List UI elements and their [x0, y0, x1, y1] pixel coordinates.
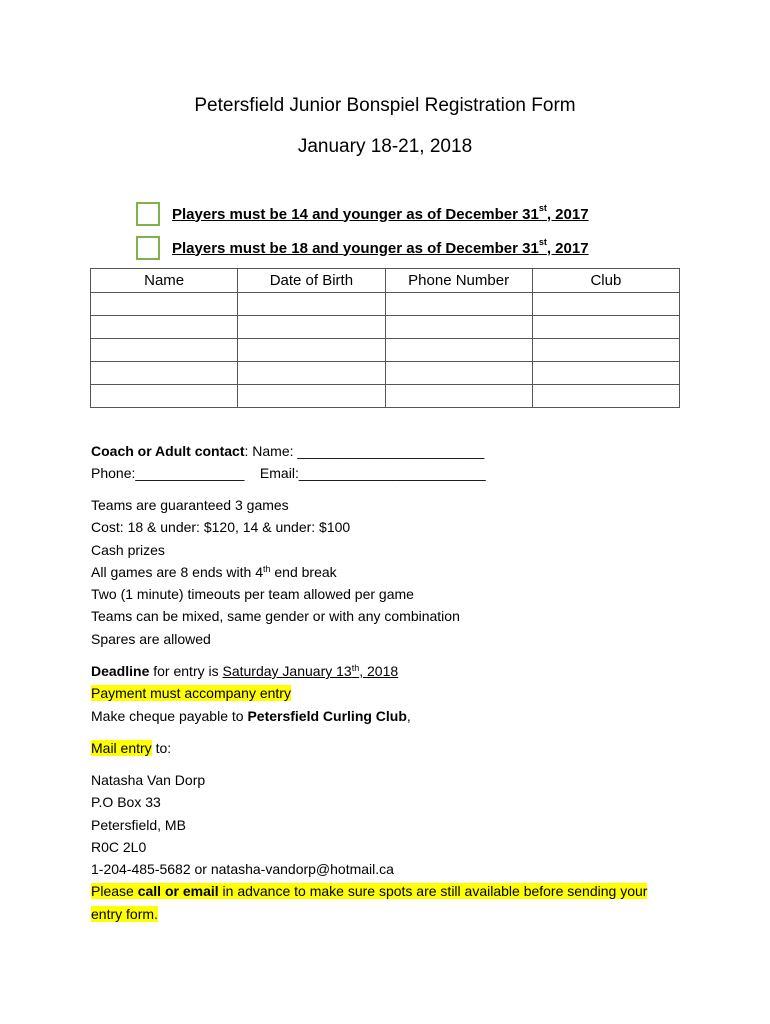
contact-phone-email-line[interactable]: Phone:______________ Email:________________________: [91, 465, 486, 482]
table-cell[interactable]: [385, 362, 532, 385]
table-cell[interactable]: [532, 316, 679, 339]
table-cell[interactable]: [385, 293, 532, 316]
header-club: Club: [532, 269, 679, 293]
deadline-section: [91, 660, 411, 727]
details-section: [91, 494, 460, 650]
payment-line: Payment must accompany entry: [91, 685, 291, 702]
table-cell[interactable]: [532, 339, 679, 362]
table-header-row: [91, 269, 680, 293]
table-cell[interactable]: [385, 316, 532, 339]
table-cell[interactable]: [238, 385, 385, 408]
eligibility-label-14: Players must be 14 and younger as of December 31st, 2017: [172, 202, 589, 223]
detail-item: Spares are allowed: [91, 630, 211, 647]
address-line: R0C 2L0: [91, 838, 147, 855]
table-cell[interactable]: [91, 362, 238, 385]
player-table: [90, 268, 680, 408]
table-cell[interactable]: [238, 362, 385, 385]
table-cell[interactable]: [238, 293, 385, 316]
header-date-of-birth: Date of Birth: [238, 269, 385, 293]
form-title: Petersfield Junior Bonspiel Registration Form: [194, 95, 576, 116]
header-name: Name: [91, 269, 238, 293]
table-cell[interactable]: [532, 362, 679, 385]
advance-note-cont: entry form.: [91, 905, 158, 922]
table-cell[interactable]: [385, 385, 532, 408]
table-row: [91, 362, 680, 385]
detail-item: Teams are guaranteed 3 games: [91, 497, 289, 513]
deadline-line: Deadline for entry is Saturday January 13th, 2018: [91, 663, 399, 679]
eligibility-label-18: Players must be 18 and younger as of December 31st, 2017: [172, 236, 589, 257]
contact-name-line[interactable]: Coach or Adult contact: Name: ________________________: [91, 443, 485, 459]
table-cell[interactable]: [532, 385, 679, 408]
detail-item: All games are 8 ends with 4th end break: [91, 563, 337, 580]
table-cell[interactable]: [238, 316, 385, 339]
address-line: Petersfield, MB: [91, 816, 186, 833]
contact-section: [91, 440, 486, 485]
table-row: [91, 316, 680, 339]
checkbox-14-under[interactable]: [136, 202, 160, 226]
table-cell[interactable]: [91, 316, 238, 339]
mail-section: [91, 737, 171, 759]
detail-item: Teams can be mixed, same gender or with any combination: [91, 608, 460, 625]
table-cell[interactable]: [532, 293, 679, 316]
address-line: Natasha Van Dorp: [91, 772, 206, 788]
advance-note: Please call or email in advance to make sure spots are still available before sending your: [91, 883, 648, 900]
table-row: [91, 339, 680, 362]
table-cell[interactable]: [91, 385, 238, 408]
table-row: [91, 385, 680, 408]
event-dates: January 18-21, 2018: [297, 136, 473, 157]
detail-item: Two (1 minute) timeouts per team allowed per game: [91, 586, 414, 603]
table-cell[interactable]: [91, 339, 238, 362]
checkbox-18-under[interactable]: [136, 236, 160, 260]
address-section: [91, 769, 647, 925]
eligibility-row-14: [136, 202, 589, 226]
table-cell[interactable]: [91, 293, 238, 316]
table-row: [91, 293, 680, 316]
player-rows: [91, 293, 680, 408]
header-phone-number: Phone Number: [385, 269, 532, 293]
eligibility-row-18: [136, 236, 589, 260]
table-cell[interactable]: [385, 339, 532, 362]
address-line: P.O Box 33: [91, 794, 161, 811]
table-cell[interactable]: [238, 339, 385, 362]
detail-item: Cash prizes: [91, 541, 165, 558]
detail-item: Cost: 18 & under: $120, 14 & under: $100: [91, 519, 351, 536]
address-line: 1-204-485-5682 or natasha-vandorp@hotmail.ca: [91, 861, 394, 878]
cheque-line: Make cheque payable to Petersfield Curling Club,: [91, 707, 411, 724]
mail-line: Mail entry to:: [91, 740, 172, 756]
